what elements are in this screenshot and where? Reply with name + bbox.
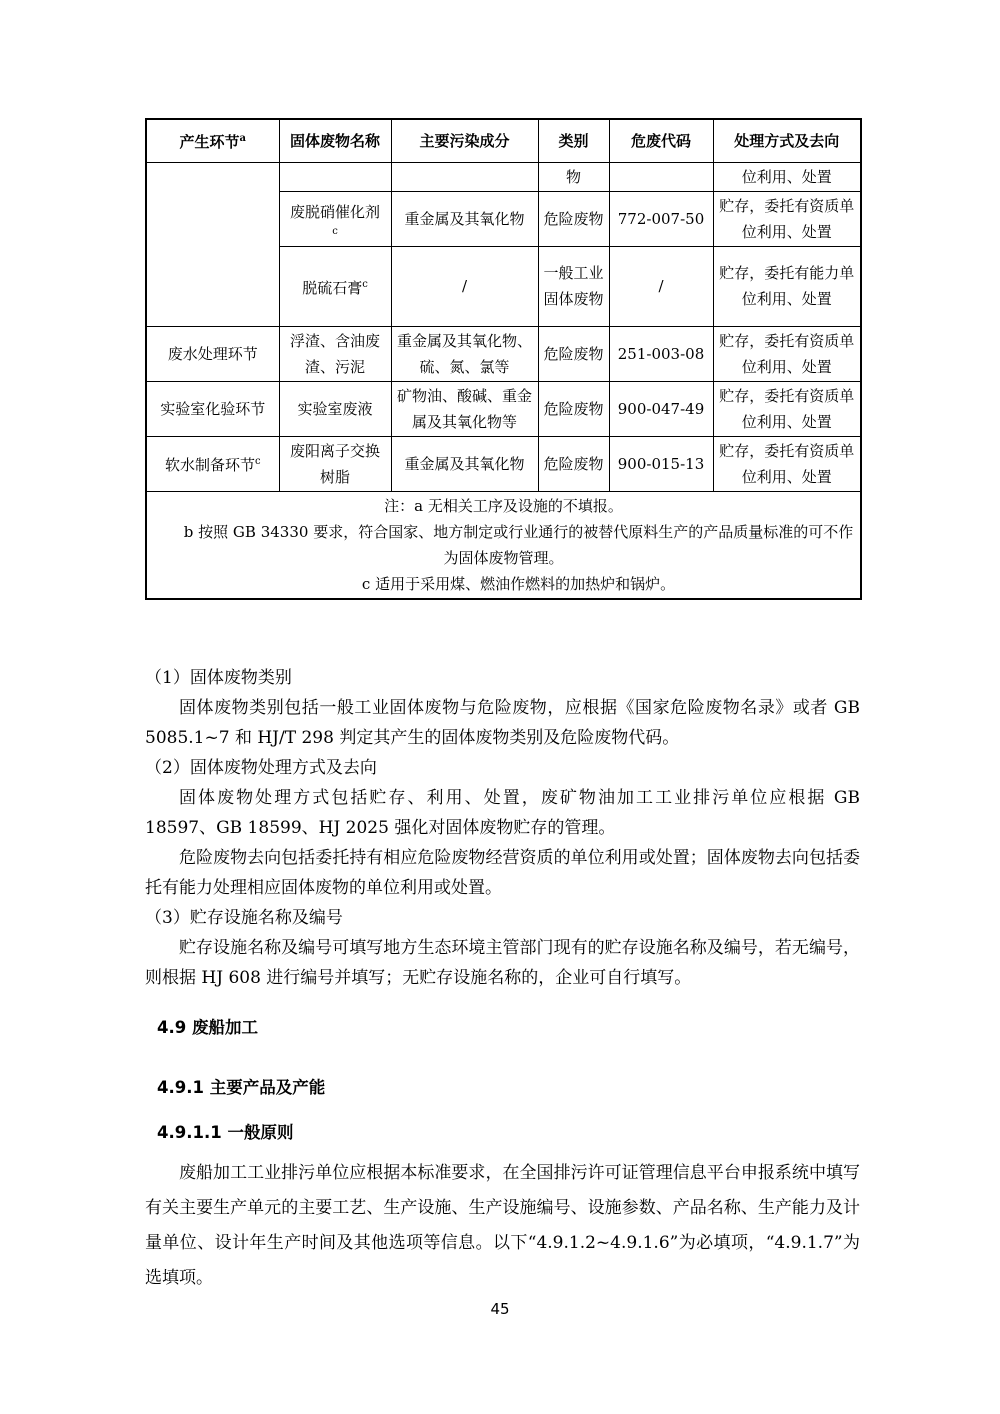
cell-disposal: 贮存，委托有资质单位利用、处置 <box>713 191 861 246</box>
header-category: 类别 <box>538 119 609 162</box>
cell-stage-merged <box>146 162 279 326</box>
table-header-row <box>146 119 861 162</box>
cell-code: / <box>609 246 713 326</box>
item-3-paragraph: 贮存设施名称及编号可填写地方生态环境主管部门现有的贮存设施名称及编号，若无编号，则根据 HJ 608 进行编号并填写；无贮存设施名称的，企业可自行填写。 <box>145 938 860 988</box>
cell-category: 危险废物 <box>538 436 609 491</box>
waste-name-sup: c <box>332 225 338 237</box>
cell-waste-name: 废阳离子交换树脂 <box>279 436 391 491</box>
header-stage <box>146 119 279 162</box>
table-row <box>146 326 861 381</box>
stage-sup: c <box>254 456 261 467</box>
note-a: 注：a 无相关工序及设施的不填报。 <box>384 496 623 515</box>
section-heading-4-9-1: 4.9.1 主要产品及产能 <box>157 1078 326 1097</box>
cell-disposal: 贮存，委托有资质单位利用、处置 <box>713 381 861 436</box>
cell-pollutants: 重金属及其氧化物 <box>391 436 538 491</box>
cell-pollutants: 重金属及其氧化物、硫、氮、氯等 <box>391 326 538 381</box>
item-2-paragraph-2: 危险废物去向包括委托持有相应危险废物经营资质的单位利用或处置；固体废物去向包括委托有能力处理相应固体废物的单位利用或处置。 <box>145 848 860 898</box>
cell-code: 772-007-50 <box>609 191 713 246</box>
cell-waste-name <box>279 162 391 191</box>
body-content <box>145 600 860 993</box>
table-row <box>146 381 861 436</box>
cell-stage: 实验室化验环节 <box>146 381 279 436</box>
cell-waste-name <box>279 191 391 246</box>
cell-waste-name <box>279 246 391 326</box>
stage-text: 软水制备环节 <box>164 456 255 474</box>
header-stage-sup: a <box>239 133 246 145</box>
cell-disposal: 贮存，委托有能力单位利用、处置 <box>713 246 861 326</box>
cell-category: 一般工业固体废物 <box>538 246 609 326</box>
cell-category: 危险废物 <box>538 326 609 381</box>
table-row <box>146 436 861 491</box>
note-c: c 适用于采用煤、燃油作燃料的加热炉和锅炉。 <box>361 574 676 593</box>
cell-stage <box>146 436 279 491</box>
cell-disposal: 贮存，委托有资质单位利用、处置 <box>713 326 861 381</box>
header-disposal: 处理方式及去向 <box>713 119 861 162</box>
table-row <box>146 162 861 191</box>
item-2-heading: （2）固体废物处理方式及去向 <box>145 758 377 778</box>
header-waste-name: 固体废物名称 <box>279 119 391 162</box>
waste-name-text: 脱硫石膏 <box>302 278 363 297</box>
item-1-paragraph: 固体废物类别包括一般工业固体废物与危险废物，应根据《国家危险废物名录》或者 GB 5085.1~7 和 HJ/T 298 判定其产生的固体废物类别及危险废物代码。 <box>145 698 860 748</box>
cell-code: 900-047-49 <box>609 381 713 436</box>
cell-disposal: 贮存，委托有资质单位利用、处置 <box>713 436 861 491</box>
cell-code: 251-003-08 <box>609 326 713 381</box>
item-2-paragraph-1: 固体废物处理方式包括贮存、利用、处置，废矿物油加工工业排污单位应根据 GB 18597、GB 18599、HJ 2025 强化对固体废物贮存的管理。 <box>145 788 860 838</box>
cell-stage: 废水处理环节 <box>146 326 279 381</box>
table-notes-cell <box>146 491 861 599</box>
header-pollutants: 主要污染成分 <box>391 119 538 162</box>
cell-waste-name: 浮渣、含油废渣、污泥 <box>279 326 391 381</box>
page-number: 45 <box>490 1300 510 1318</box>
section-4-9-paragraph: 废船加工工业排污单位应根据本标准要求，在全国排污许可证管理信息平台申报系统中填写有关主要生产单元的主要工艺、生产设施、生产设施编号、设施参数、产品名称、生产能力及计量单位、设计年生产时间及其他选项等信息。以下“4.9.1.2~4.9.1.6”为必填项，“4.9.1.7”为选填项。 <box>145 1163 860 1288</box>
item-3-heading: （3）贮存设施名称及编号 <box>145 908 343 928</box>
header-code: 危废代码 <box>609 119 713 162</box>
cell-category: 物 <box>538 162 609 191</box>
cell-category: 危险废物 <box>538 191 609 246</box>
item-1-heading: （1）固体废物类别 <box>145 668 292 688</box>
solid-waste-table <box>145 118 862 600</box>
cell-pollutants: 矿物油、酸碱、重金属及其氧化物等 <box>391 381 538 436</box>
note-b: b 按照 GB 34330 要求，符合国家、地方制定或行业通行的被替代原料生产的产品质量标准的可不作为固体废物管理。 <box>183 522 854 567</box>
table-notes-row <box>146 491 861 599</box>
waste-name-text: 废脱硝催化剂 <box>289 202 380 221</box>
header-stage-label: 产生环节 <box>179 133 240 152</box>
cell-category: 危险废物 <box>538 381 609 436</box>
cell-code: 900-015-13 <box>609 436 713 491</box>
section-heading-4-9: 4.9 废船加工 <box>157 1018 258 1037</box>
cell-pollutants: 重金属及其氧化物 <box>391 191 538 246</box>
cell-pollutants <box>391 162 538 191</box>
cell-disposal: 位利用、处置 <box>713 162 861 191</box>
cell-waste-name: 实验室废液 <box>279 381 391 436</box>
section-heading-4-9-1-1: 4.9.1.1 一般原则 <box>157 1123 294 1142</box>
waste-name-sup: c <box>362 278 368 290</box>
cell-code <box>609 162 713 191</box>
cell-pollutants: / <box>391 246 538 326</box>
